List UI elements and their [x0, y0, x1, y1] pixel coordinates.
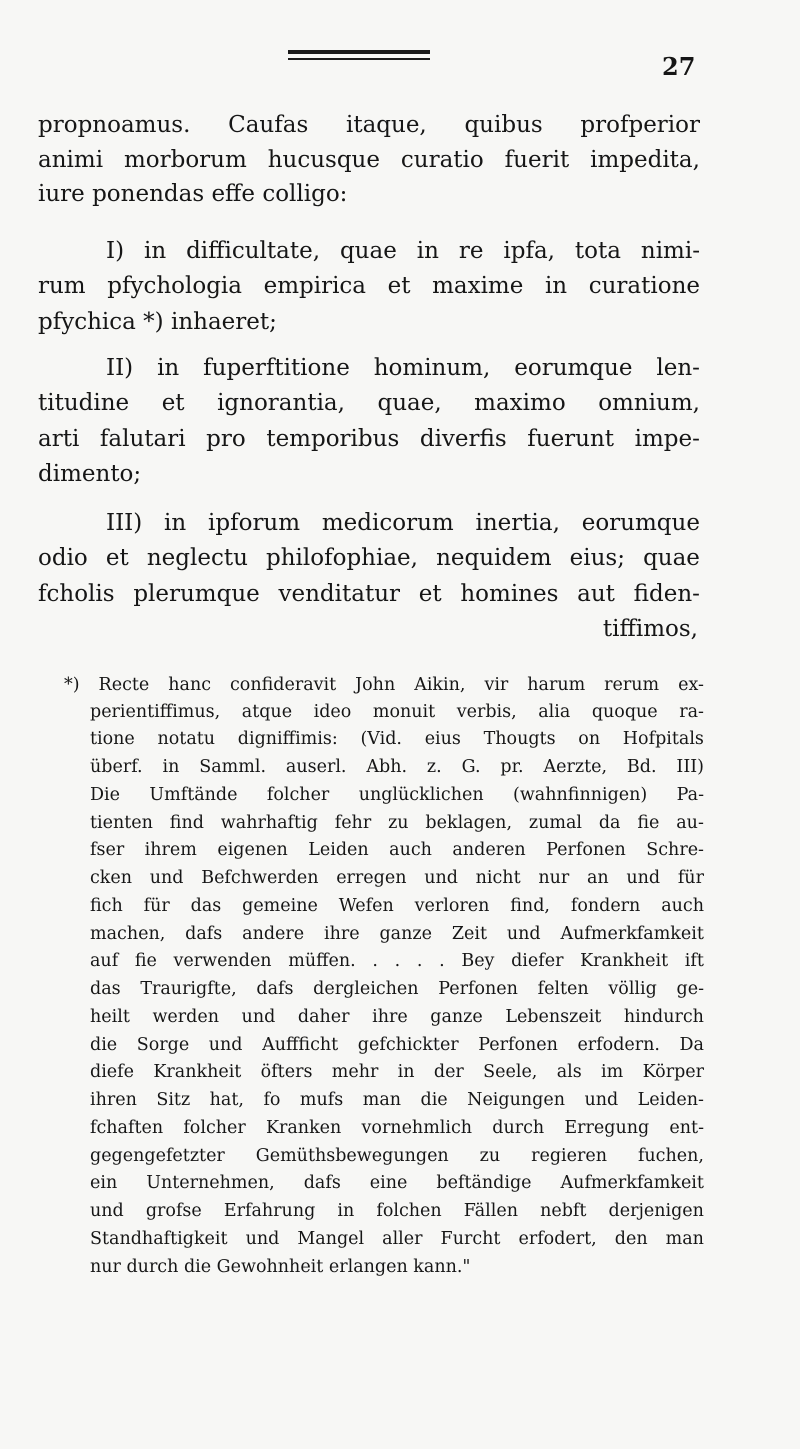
footnote-line: Standhaftigkeit und Mangel aller Furcht erfodert, den man	[90, 1229, 704, 1249]
footnote-line: tienten find wahrhaftig fehr zu beklagen, zumal da fie au-	[90, 813, 704, 833]
footnote-line: heilt werden und daher ihre ganze Lebenszeit hindurch	[90, 1007, 704, 1027]
main-line: titudine et ignorantia, quae, maximo omnium,	[38, 390, 700, 416]
page-number: 27	[662, 52, 696, 81]
footnote-line: ihren Sitz hat, fo mufs man die Neigungen und Leiden-	[90, 1090, 704, 1110]
main-line: propnoamus. Caufas itaque, quibus profperior	[38, 112, 700, 138]
footnote-line: perientiffimus, atque ideo monuit verbis, alia quoque ra-	[90, 702, 704, 722]
main-line: fcholis plerumque venditatur et homines aut fiden-	[38, 581, 700, 607]
footnote-line: das Traurigfte, dafs dergleichen Perfonen felten völlig ge-	[90, 979, 704, 999]
main-line: I) in difficultate, quae in re ipfa, tota nimi-	[106, 238, 700, 264]
footnote-line: fchaften folcher Kranken vornehmlich durch Erregung ent-	[90, 1118, 704, 1138]
footnote-line: die Sorge und Auffficht gefchickter Perfonen erfodern. Da	[90, 1035, 704, 1055]
footnote-line: tione notatu digniffimis: (Vid. eius Thougts on Hofpitals	[90, 729, 704, 749]
header-rule-thin	[288, 58, 430, 60]
main-line: animi morborum hucusque curatio fuerit impedita,	[38, 147, 700, 173]
main-line: rum pfychologia empirica et maxime in curatione	[38, 273, 700, 299]
footnote-line: fich für das gemeine Wefen verloren find, fondern auch	[90, 896, 704, 916]
footnote-line: gegengefetzter Gemüthsbewegungen zu regieren fuchen,	[90, 1146, 704, 1166]
main-line: II) in fuperftitione hominum, eorumque len-	[106, 355, 700, 381]
footnote-line: Die Umftände folcher unglücklichen (wahnfinnigen) Pa-	[90, 785, 704, 805]
footnote-line: überf. in Samml. auserl. Abh. z. G. pr. Aerzte, Bd. III)	[90, 757, 704, 777]
footnote-line: auf fie verwenden müffen. . . . . Bey diefer Krankheit ift	[90, 951, 704, 971]
footnote-line: *) Recte hanc confideravit John Aikin, vir harum rerum ex-	[64, 675, 704, 695]
main-line: arti falutari pro temporibus diverfis fuerunt impe-	[38, 426, 700, 452]
footnote-line: cken und Befchwerden erregen und nicht nur an und für	[90, 868, 704, 888]
footnote-line: und grofse Erfahrung in folchen Fällen nebft derjenigen	[90, 1201, 704, 1221]
header-rule	[288, 50, 430, 54]
catchword: tiffimos,	[602, 616, 698, 642]
main-line: odio et neglectu philofophiae, nequidem eius; quae	[38, 545, 700, 571]
footnote-line: diefe Krankheit öfters mehr in der Seele, als im Körper	[90, 1062, 704, 1082]
footnote-line: machen, dafs andere ihre ganze Zeit und Aufmerkfamkeit	[90, 924, 704, 944]
footnote-line: nur durch die Gewohnheit erlangen kann."	[90, 1257, 471, 1277]
main-line: dimento;	[38, 461, 142, 487]
footnote-line: ein Unternehmen, dafs eine beftändige Aufmerkfamkeit	[90, 1173, 704, 1193]
main-line: III) in ipforum medicorum inertia, eorumque	[106, 510, 700, 536]
main-line: pfychica *) inhaeret;	[38, 309, 277, 335]
footnote-line: fser ihrem eigenen Leiden auch anderen Perfonen Schre-	[90, 840, 704, 860]
main-line: iure ponendas effe colligo:	[38, 181, 348, 207]
